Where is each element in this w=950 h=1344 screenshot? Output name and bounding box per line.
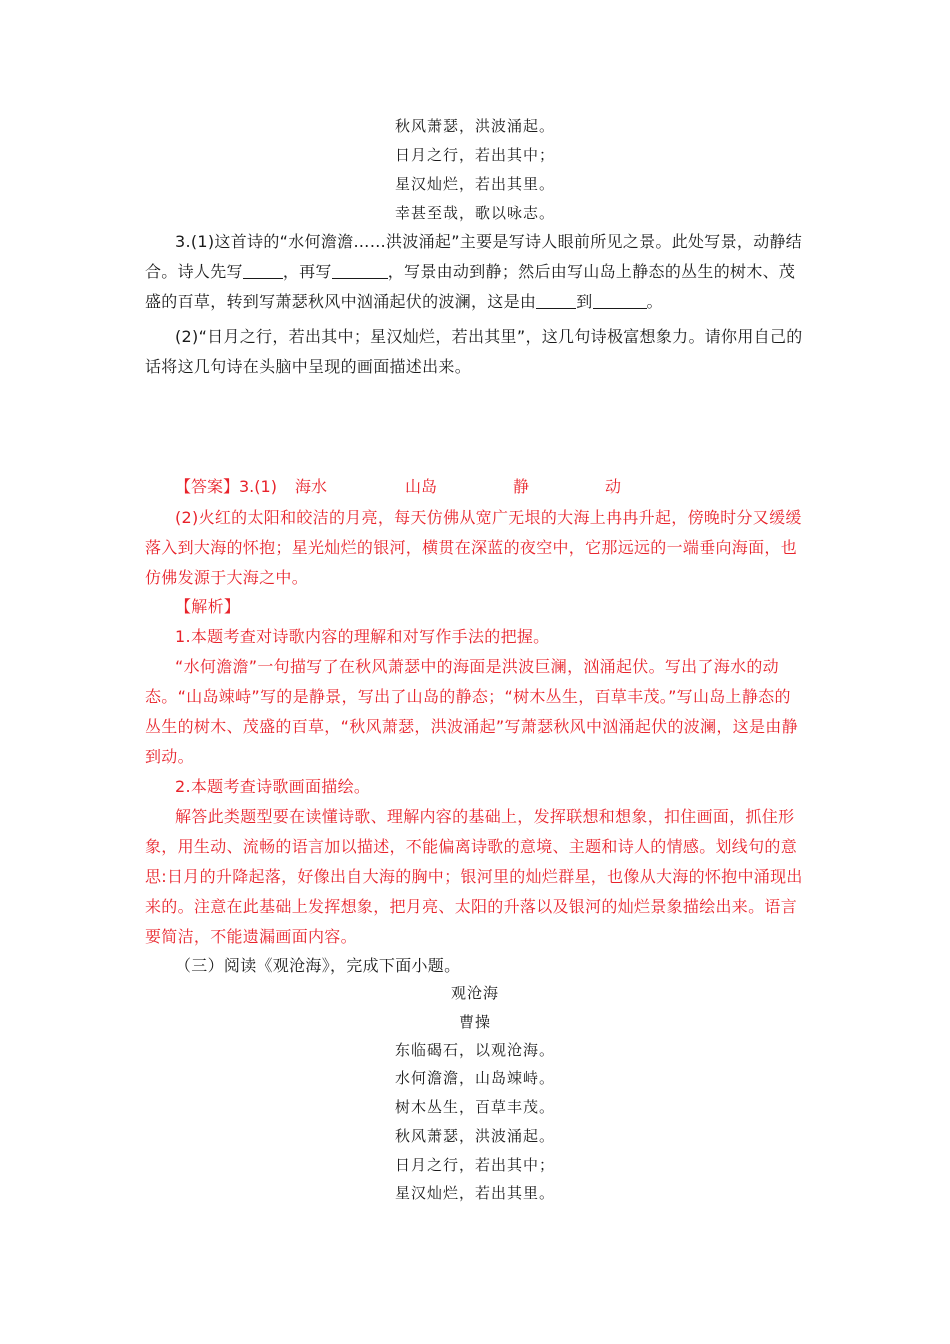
answer-item: 山岛 xyxy=(405,477,438,496)
question-text: ，再写 xyxy=(282,262,332,281)
analysis-label: 【解析】 xyxy=(175,597,241,616)
poem-author: 曹操 xyxy=(458,1013,491,1031)
poem-line: 树木丛生，百草丰茂。 xyxy=(394,1098,555,1116)
analysis-p2: “水何澹澹”一句描写了在秋风萧瑟中的海面是洪波巨澜，汹涌起伏。写出了海水的动态。“山岛竦峙”写的是静景，写出了山岛的静态；“树木丛生，百草丰茂。”写山岛上静态的丛生的树木、茂盛的百草，“秋风萧瑟，洪波涌起”写萧瑟秋风中汹涌起伏的波澜，这是由静到动。 xyxy=(145,657,798,766)
answer-blank[interactable] xyxy=(593,292,647,309)
question-text: 。 xyxy=(646,292,663,311)
analysis-p1: 1.本题考查对诗歌内容的理解和对写作手法的把握。 xyxy=(175,627,550,646)
answer-item: 静 xyxy=(513,477,530,496)
analysis-p3: 2.本题考查诗歌画面描绘。 xyxy=(175,777,371,796)
question-text: 3.(1)这首诗的“水何澹澹……洪波涌起”主要是写诗人眼前所见之景。此处写景，动静结合。诗人先写 xyxy=(145,232,803,281)
poem-line: 水何澹澹，山岛竦峙。 xyxy=(394,1069,555,1087)
poem-line: 幸甚至哉，歌以咏志。 xyxy=(394,204,555,222)
section-instruction: （三）阅读《观沧海》，完成下面小题。 xyxy=(175,956,461,975)
poem-line: 秋风萧瑟，洪波涌起。 xyxy=(394,1127,555,1145)
poem-line: 星汉灿烂，若出其里。 xyxy=(394,1184,555,1202)
answer-blank[interactable] xyxy=(243,262,283,279)
answer-blank[interactable] xyxy=(536,292,576,309)
answer-part-2: (2)火红的太阳和皎洁的月亮，每天仿佛从宽广无垠的大海上冉冉升起，傍晚时分又缓缓落入到大海的怀抱；星光灿烂的银河，横贯在深蓝的夜空中，它那远远的一端垂向海面，也仿佛发源于大海之中。 xyxy=(145,508,802,587)
poem-line: 日月之行，若出其中； xyxy=(394,146,555,164)
poem-title: 观沧海 xyxy=(450,984,499,1002)
question-3-2: (2)“日月之行，若出其中；星汉灿烂，若出其里”，这几句诗极富想象力。请你用自己的话将这几句诗在头脑中呈现的画面描述出来。 xyxy=(145,327,803,376)
poem-line: 东临碣石，以观沧海。 xyxy=(394,1041,555,1059)
question-text: ，写景由动到静；然后由写山岛上静态的丛生的树木、茂盛的百草，转到写萧瑟秋风中汹涌起伏的波澜，这是由 xyxy=(145,262,796,311)
poem-line: 秋风萧瑟，洪波涌起。 xyxy=(394,117,555,135)
answer-label: 【答案】3.(1) xyxy=(175,477,277,496)
poem-line: 日月之行，若出其中； xyxy=(394,1156,555,1174)
analysis-p4: 解答此类题型要在读懂诗歌、理解内容的基础上，发挥联想和想象，扣住画面，抓住形象，用生动、流畅的语言加以描述，不能偏离诗歌的意境、主题和诗人的情感。划线句的意思:日月的升降起落，好像出自大海的胸中；银河里的灿烂群星，也像从大海的怀抱中涌现出来的。注意在此基础上发挥想象，把月亮、太阳的升落以及银河的灿烂景象描绘出来。语言要简洁，不能遗漏画面内容。 xyxy=(145,807,803,946)
answer-item: 动 xyxy=(605,477,622,496)
answer-item: 海水 xyxy=(295,477,328,496)
answer-blank[interactable] xyxy=(332,262,388,279)
question-3-1 xyxy=(145,227,807,317)
poem-line: 星汉灿烂，若出其里。 xyxy=(394,175,555,193)
question-text: 到 xyxy=(576,292,593,311)
